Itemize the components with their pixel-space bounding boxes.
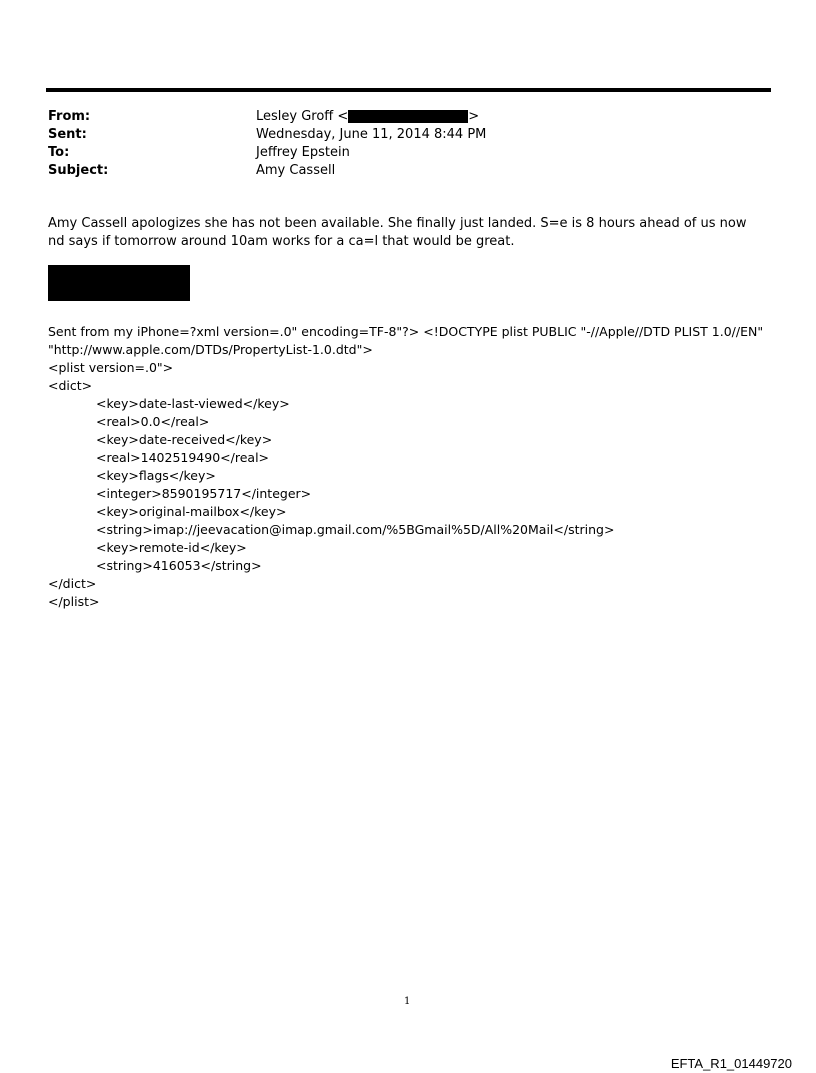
- plist-line: <string>416053</string>: [96, 558, 262, 573]
- subject-row: [48, 162, 486, 180]
- plist-line: <key>date-last-viewed</key>: [96, 396, 290, 411]
- redaction-email: [348, 110, 468, 123]
- plist-line: </dict>: [48, 576, 97, 591]
- sent-value: Wednesday, June 11, 2014 8:44 PM: [256, 127, 487, 142]
- plist-line: Sent from my iPhone=?xml version=.0" encoding=TF-8"?> <!DOCTYPE plist PUBLIC "-//Apple//DTD PLIST 1.0//EN": [48, 324, 764, 339]
- from-row: [48, 108, 486, 126]
- from-name: Lesley Groff <: [256, 109, 349, 124]
- email-body: Amy Cassell apologizes she has not been available. She finally just landed. S=e is 8 hours ahead of us now nd says if tomorrow around 10am works for a ca=l that would be great.: [48, 216, 747, 249]
- sent-label: Sent:: [48, 127, 87, 142]
- plist-line: </plist>: [48, 594, 100, 609]
- plist-line: "http://www.apple.com/DTDs/PropertyList-1.0.dtd">: [48, 342, 373, 357]
- plist-line: <string>imap://jeevacation@imap.gmail.com/%5BGmail%5D/All%20Mail</string>: [96, 522, 615, 537]
- plist-line: <dict>: [48, 378, 93, 393]
- plist-line: <plist version=.0">: [48, 360, 174, 375]
- plist-line: <real>0.0</real>: [96, 414, 210, 429]
- plist-line: <key>original-mailbox</key>: [96, 504, 287, 519]
- plist-line: <key>flags</key>: [96, 468, 216, 483]
- plist-line: <integer>8590195717</integer>: [96, 486, 312, 501]
- plist-line: <real>1402519490</real>: [96, 450, 270, 465]
- header-rule: [46, 88, 771, 92]
- subject-value: Amy Cassell: [256, 163, 336, 178]
- from-close: >: [468, 109, 480, 124]
- plist-line: <key>date-received</key>: [96, 432, 273, 447]
- sent-row: [48, 126, 486, 144]
- to-row: [48, 144, 486, 162]
- plist-block: [48, 323, 768, 611]
- document-id: EFTA_R1_01449720: [670, 1056, 792, 1071]
- from-label: From:: [48, 109, 91, 124]
- redaction-signature: [48, 265, 190, 301]
- email-header: [48, 108, 486, 180]
- from-value: [256, 108, 479, 126]
- plist-line: <key>remote-id</key>: [96, 540, 247, 555]
- subject-label: Subject:: [48, 163, 109, 178]
- to-value: Jeffrey Epstein: [256, 145, 350, 160]
- to-label: To:: [48, 145, 70, 160]
- page-number: 1: [404, 996, 411, 1007]
